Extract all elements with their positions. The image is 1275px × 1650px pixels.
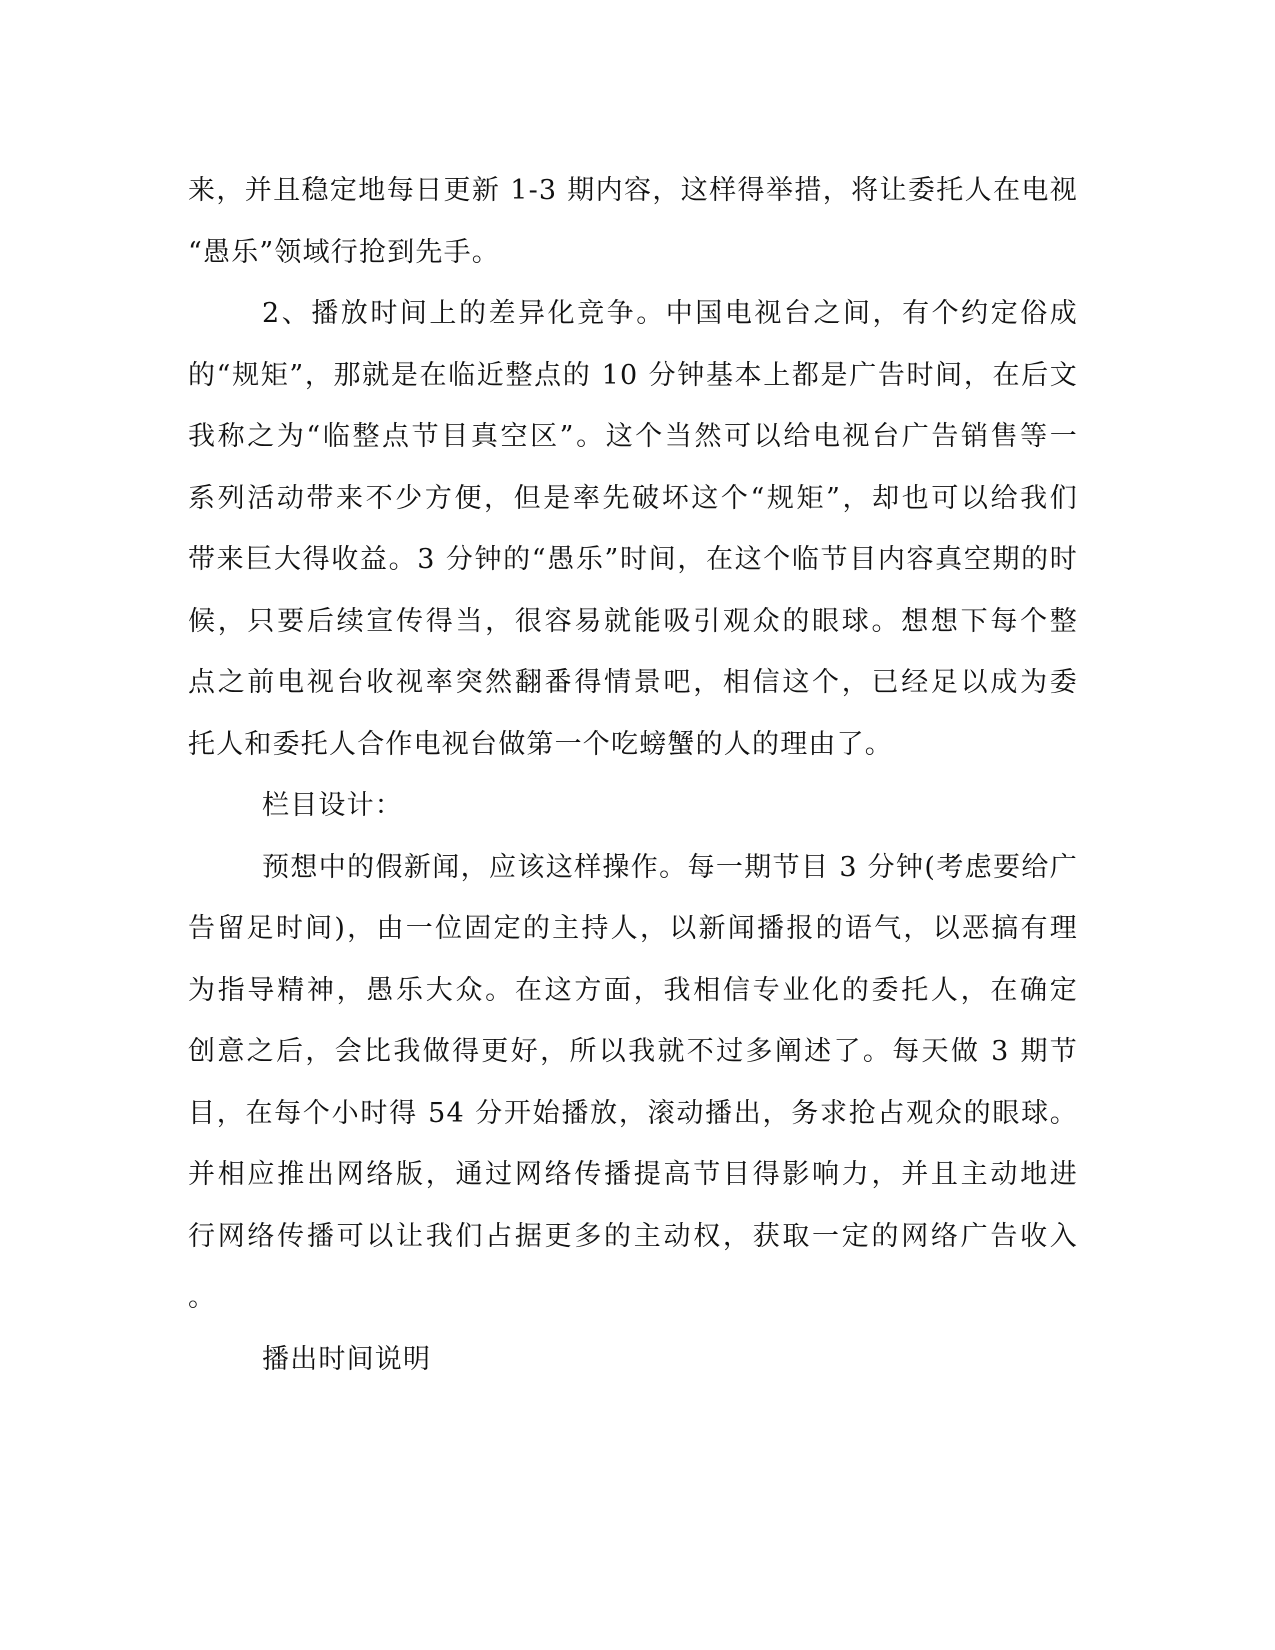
text-line: 。 (188, 1282, 217, 1313)
text-line: 的“规矩”，那就是在临近整点的 10 分钟基本上都是广告时间，在后文 (188, 359, 1078, 391)
text-line: “愚乐”领域行抢到先手。 (188, 236, 501, 268)
text-line: 托人和委托人合作电视台做第一个吃螃蟹的人的理由了。 (188, 728, 893, 760)
text-line: 来，并且稳定地每日更新 1-3 期内容，这样得举措，将让委托人在电视 (188, 175, 1078, 206)
text-line: 2、播放时间上的差异化竞争。中国电视台之间，有个约定俗成 (262, 298, 1078, 329)
text-line: 系列活动带来不少方便，但是率先破坏这个“规矩”，却也可以给我们 (188, 482, 1078, 514)
text-line: 候，只要后续宣传得当，很容易就能吸引观众的眼球。想想下每个整 (188, 605, 1078, 637)
text-line: 目，在每个小时得 54 分开始播放，滚动播出，务求抢占观众的眼球。 (188, 1097, 1078, 1129)
text-line: 告留足时间)，由一位固定的主持人，以新闻播报的语气，以恶搞有理 (188, 913, 1078, 944)
text-line: 点之前电视台收视率突然翻番得情景吧，相信这个，已经足以成为委 (188, 667, 1078, 698)
text-line: 带来巨大得收益。3 分钟的“愚乐”时间，在这个临节目内容真空期的时 (188, 544, 1078, 575)
text-line: 栏目设计： (262, 790, 403, 821)
text-line: 预想中的假新闻，应该这样操作。每一期节目 3 分钟(考虑要给广 (262, 851, 1078, 883)
document-body (188, 160, 1078, 1390)
text-line: 创意之后，会比我做得更好，所以我就不过多阐述了。每天做 3 期节 (188, 1036, 1078, 1067)
text-line: 行网络传播可以让我们占据更多的主动权，获取一定的网络广告收入 (188, 1220, 1078, 1252)
text-line: 并相应推出网络版，通过网络传播提高节目得影响力，并且主动地进 (188, 1159, 1078, 1190)
text-line: 为指导精神，愚乐大众。在这方面，我相信专业化的委托人，在确定 (188, 974, 1078, 1006)
text-line: 播出时间说明 (262, 1343, 432, 1375)
text-line: 我称之为“临整点节目真空区”。这个当然可以给电视台广告销售等一 (188, 421, 1078, 452)
